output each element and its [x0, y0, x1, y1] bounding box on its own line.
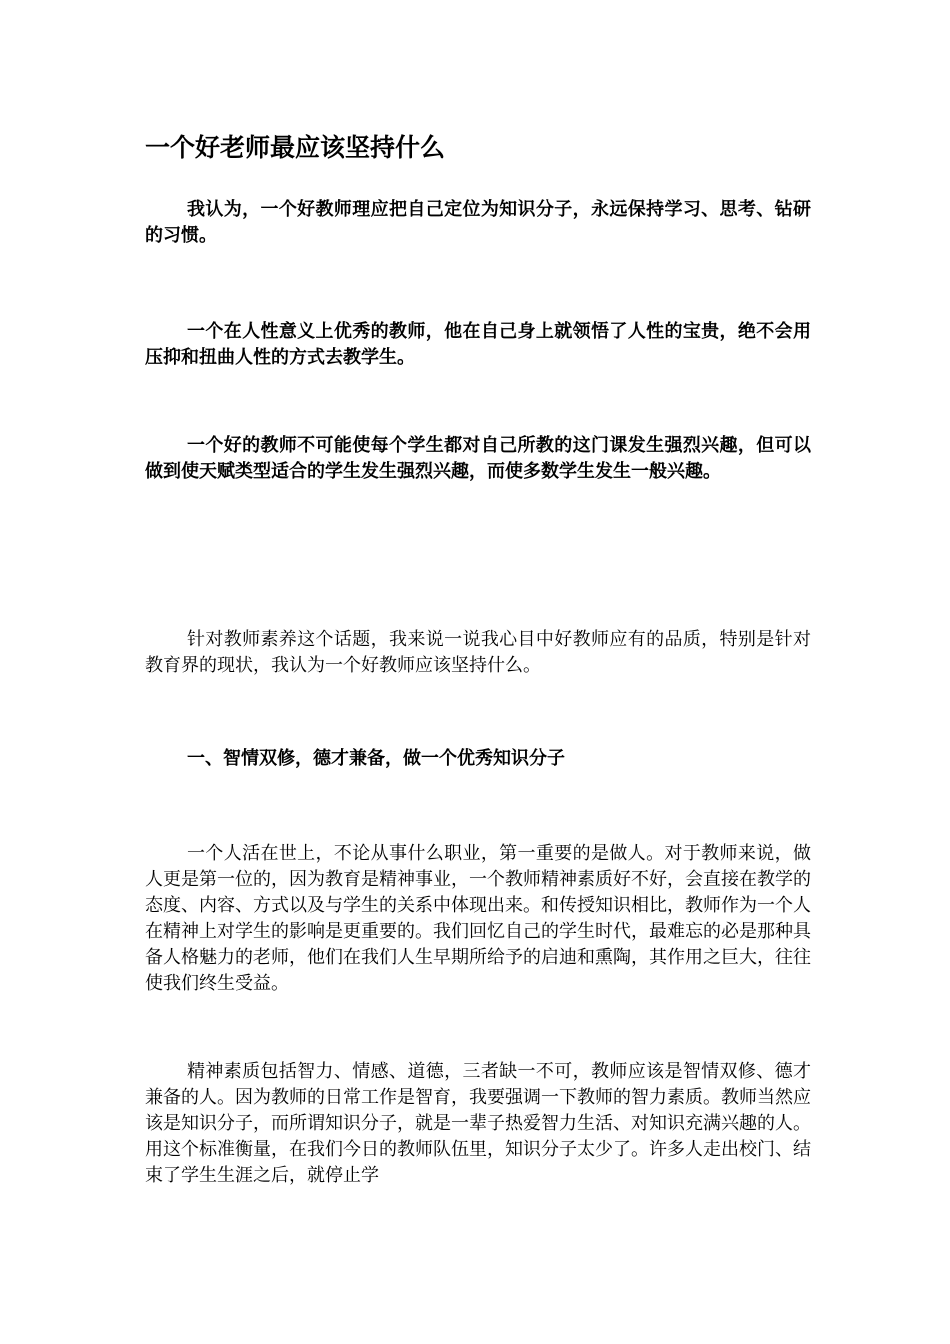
paragraph-2: 一个在人性意义上优秀的教师，他在自己身上就领悟了人性的宝贵，绝不会用压抑和扭曲人性的方式去教学生。 [145, 321, 811, 368]
section-heading: 一、智情双修，德才兼备，做一个优秀知识分子 [187, 748, 565, 769]
paragraph-4: 针对教师素养这个话题，我来说一说我心目中好教师应有的品质，特别是针对教育界的现状，我认为一个好教师应该坚持什么。 [145, 629, 811, 676]
paragraph-6: 精神素质包括智力、情感、道德，三者缺一不可，教师应该是智情双修、德才兼备的人。因为教师的日常工作是智育，我要强调一下教师的智力素质。教师当然应该是知识分子，而所谓知识分子，就是一辈子热爱智力生活、对知识充满兴趣的人。用这个标准衡量，在我们今日的教师队伍里，知识分子太少了。许多人走出校门、结束了学生生涯之后，就停止学 [145, 1061, 811, 1186]
document-title: 一个好老师最应该坚持什么 [145, 133, 446, 162]
paragraph-5: 一个人活在世上，不论从事什么职业，第一重要的是做人。对于教师来说，做人更是第一位的，因为教育是精神事业，一个教师精神素质好不好，会直接在教学的态度、内容、方式以及与学生的关系中体现出来。和传授知识相比，教师作为一个人在精神上对学生的影响是更重要的。我们回忆自己的学生时代，最难忘的必是那种具备人格魅力的老师，他们在我们人生早期所给予的启迪和熏陶，其作用之巨大，往往使我们终生受益。 [145, 843, 811, 994]
paragraph-3: 一个好的教师不可能使每个学生都对自己所教的这门课发生强烈兴趣，但可以做到使天赋类型适合的学生发生强烈兴趣，而使多数学生发生一般兴趣。 [145, 435, 811, 482]
paragraph-1: 我认为，一个好教师理应把自己定位为知识分子，永远保持学习、思考、钻研的习惯。 [145, 199, 811, 246]
